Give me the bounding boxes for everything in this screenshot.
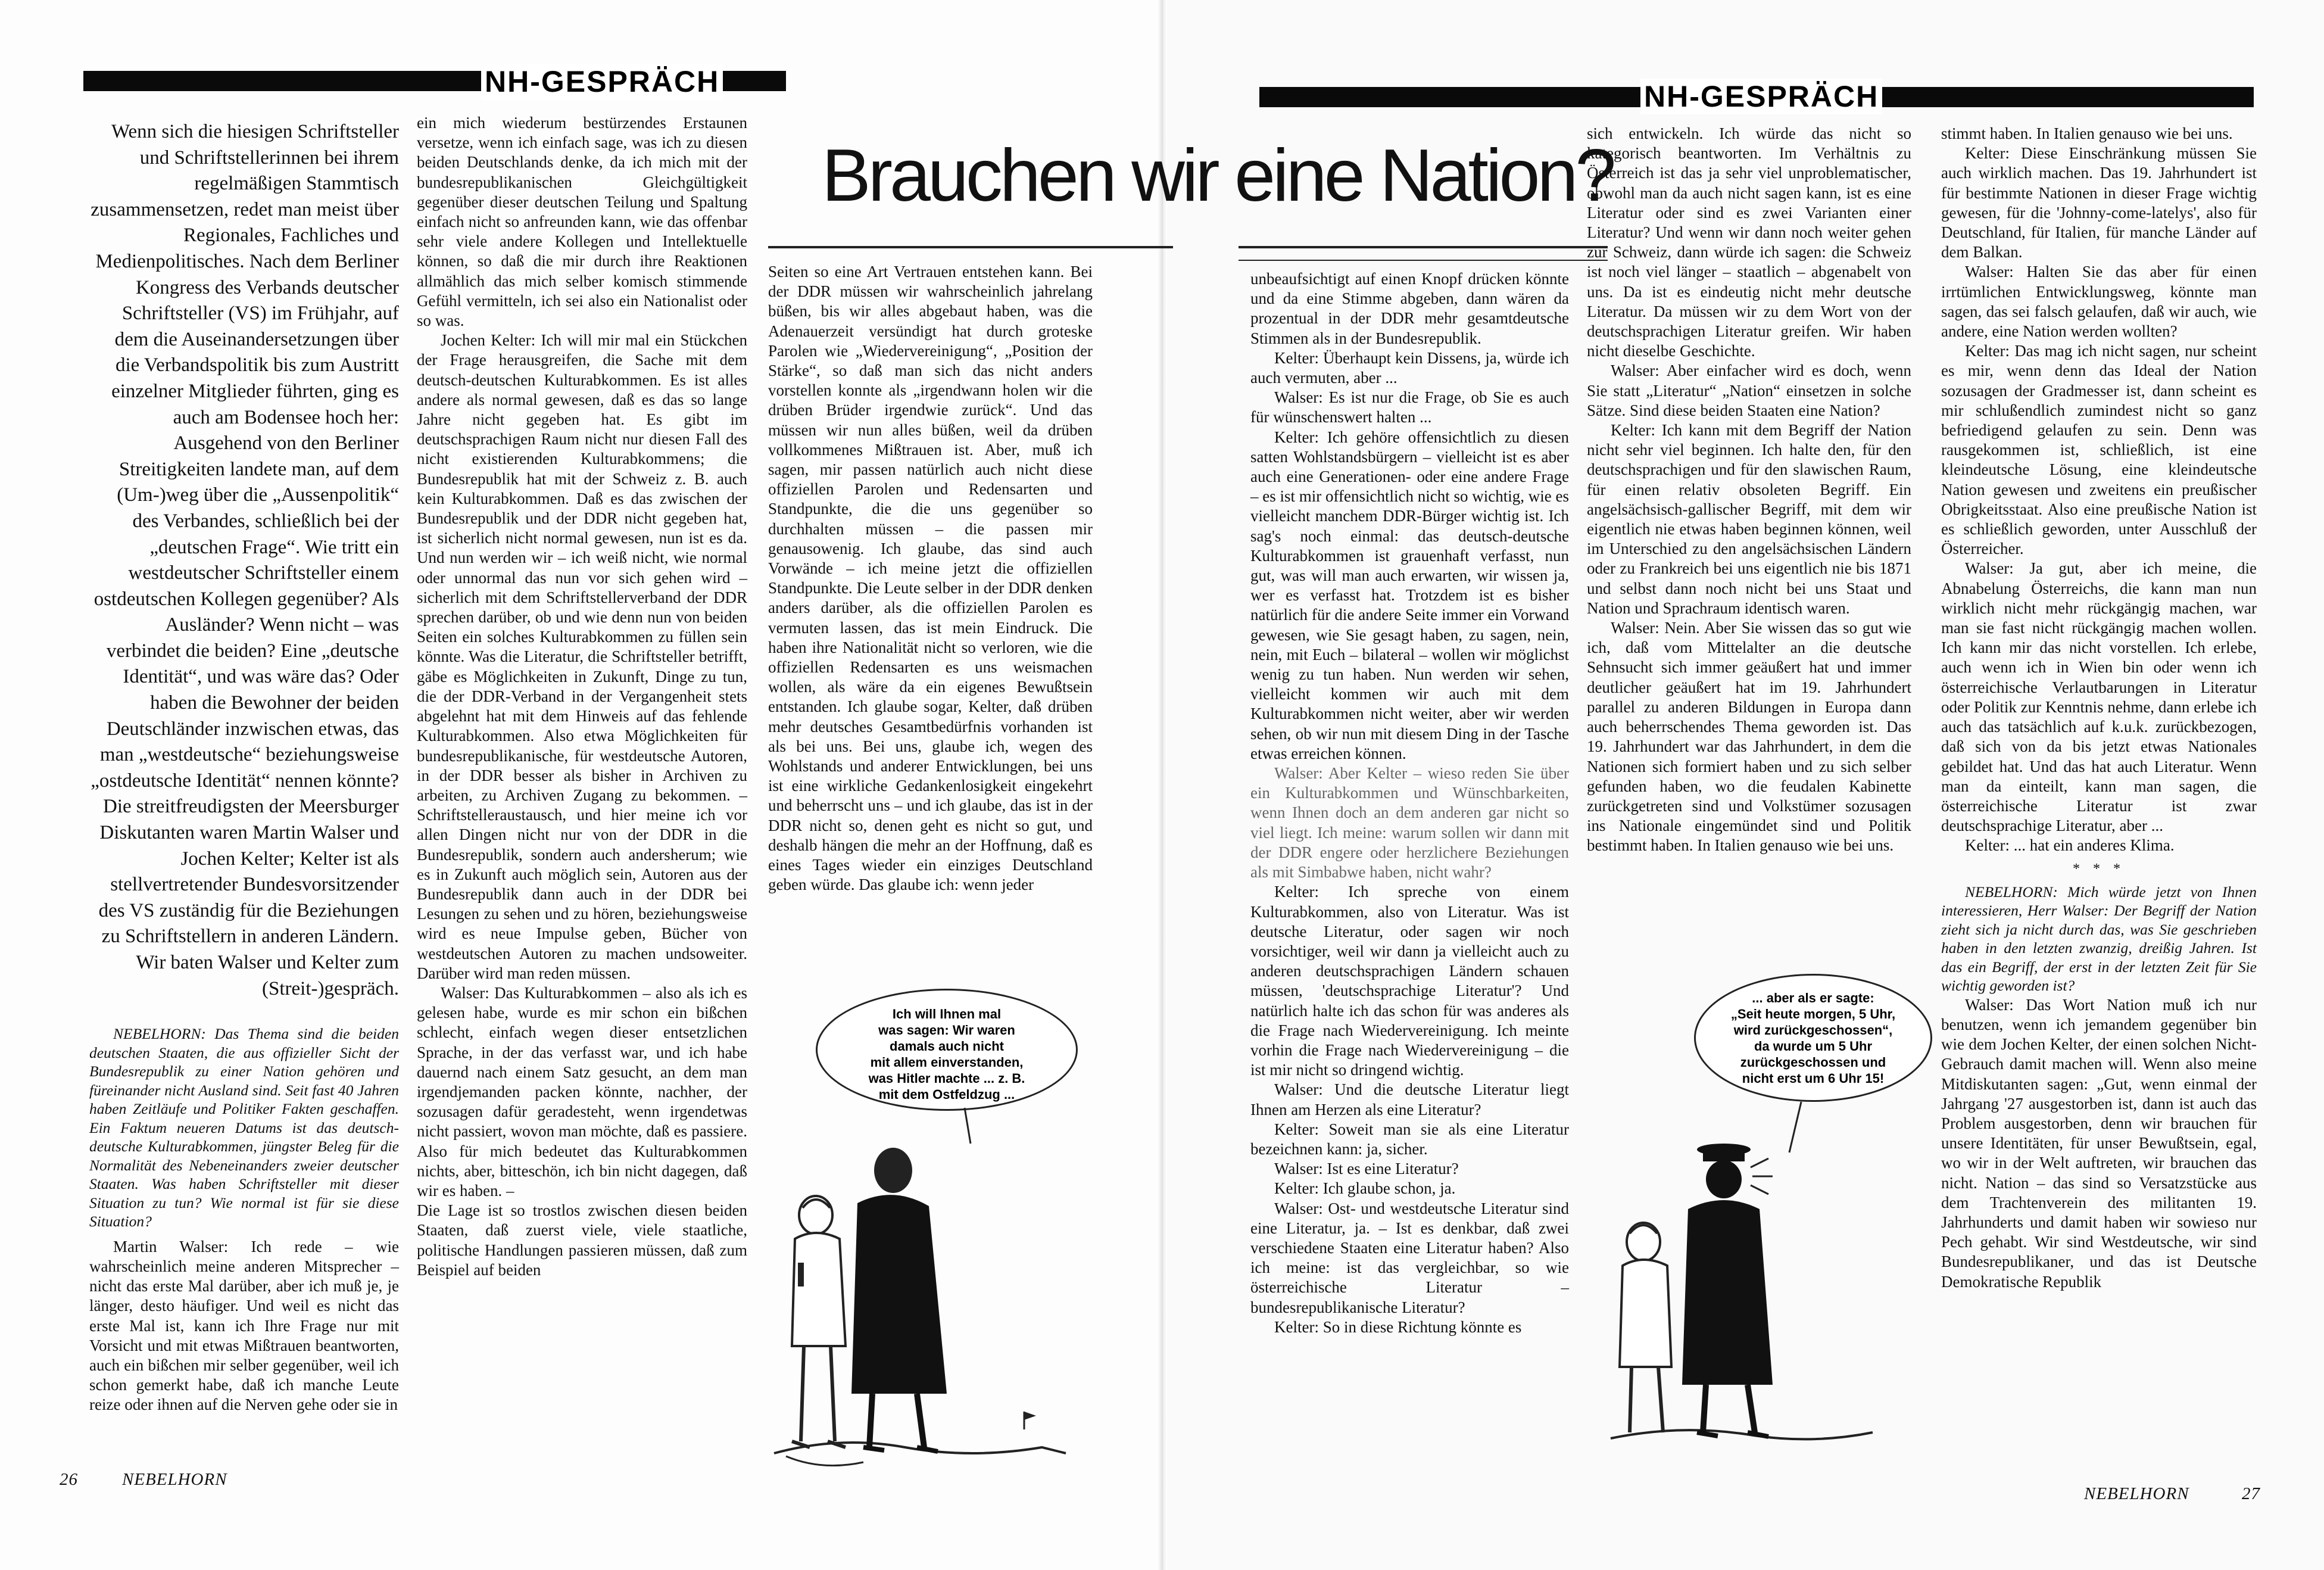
interview-question-1 <box>89 1024 399 1231</box>
col2-paragraph-2: Jochen Kelter: Ich will mir mal ein Stückchen der Frage herausgreifen, die Sache mit dem deutsch-deutschen Kulturabkommen. Es ist alles andere als normal gewesen, daß es das so lange Jahre nicht gegeben hat. Es gibt im deutschsprachigen Raum nicht nur diesen Fall des nicht existierenden Kulturabkommens; die Bundesrepublik hat mit der Schweiz z. B. auch kein Kulturabkommen. Daß es das zwischen der Bundesrepublik und der DDR nicht gegeben hat, ist sicherlich nicht normal gewesen, nun ist es da. Und nun werden wir – ich weiß nicht, wie normal oder unnormal das nun vor sich gehen wird – sicherlich mit dem Schriftstellerverband der DDR sprechen darüber, ob und wie denn nun von beiden Seiten ein solches Kulturabkommen zu füllen sein könnte. Was die Literatur, die Schriftsteller betrifft, gäbe es Möglichkeiten in Zukunft, Dinge zu tun, die der DDR-Verband in der Vergangenheit stets abgelehnt hat mit dem Hinweis auf das fehlende Kulturabkommen. Also etwa Möglichkeiten für bundesrepublikanische, für westdeutsche Autoren, in der DDR besser als bisher in Archiven zu arbeiten, zu Archiven Zugang zu bekommen. – Schriftstelleraustausch, und hier meine ich vor allen Dingen nicht nur von der DDR in die Bundesrepublik, sondern auch andersherum; wie es in Zukunft auch möglich sein, Autoren aus der Bundesrepublik dann auch in der DDR bei Lesungen zu sehen und zu hören, beziehungsweise wird es neue Impulse geben, Bücher von westdeutschen Autoren zu machen undsoweiter. Darüber wird man reden müssen. <box>417 331 747 982</box>
col6-paragraph-3: Walser: Halten Sie das aber für einen irrtümlichen Entwicklungsweg, könnte man sagen, das sei falsch gelaufen, daß wir auch, wie andere, eine Nation werden wollten? <box>1941 263 2257 341</box>
column-6 <box>1941 124 2257 1292</box>
speech-line: wird zurückgeschossen“, <box>1733 1023 1893 1038</box>
section-separator: * * * <box>2073 861 2125 877</box>
speech-line: mit allem einverstanden, <box>870 1055 1024 1070</box>
cartoon-right <box>1599 974 1932 1498</box>
col6-paragraph-1: stimmt haben. In Italien genauso wie bei uns. <box>1941 124 2233 142</box>
col6-paragraph-5: Walser: Ja gut, aber ich meine, die Abnabelung Österreichs, die kann man nun wirklich nicht mehr rückgängig machen, war man sie fast nicht rückgängig machen wollen. Ich kann mir das nicht vorstellen. Ich erlebe, auch wenn ich in Wien bin oder wenn ich österreichische Verlautbarungen in Literatur oder Politik zur Kenntnis nehme, dann erlebe ich auch das tatsächlich auf k.u.k. zurückbezogen, daß sich von da bis jetzt etwas Nationales gebildet hat. Und das hat auch Literatur. Wenn man da einteilt, kann man sagen, die österreichische Literatur ist zwar deutschsprachige Literatur, aber ... <box>1941 559 2257 835</box>
col4-paragraph-4: Kelter: Ich gehöre offensichtlich zu diesen satten Wohlstandsbürgern – vielleicht ist es aber auch eine Generationen- oder eine andere Frage – es ist mir offensichtlich nicht so wichtig, wie es vielleicht manchem DDR-Bürger wichtig ist. Ich sag's noch einmal: das deutsch-deutsche Kulturabkommen ist grauenhaft verfasst, nun gut, was will man auch erwarten, wir wissen ja, wer es verfasst hat. Trotzdem ist es bisher natürlich für die andere Seite immer ein Vorwand gewesen, wie Sie gesagt haben, zu sagen, nein, nein, mit Euch – bilateral – wollen wir möglichst wenig zu tun haben. Nun werden wir sehen, vielleicht kommen wir auch mit dem Kulturabkommen nicht weiter, aber wir werden sehen, ob wir nun mit diesem Ding in der Tasche etwas erreichen können. <box>1250 428 1569 762</box>
speech-line: nicht erst um 6 Uhr 15! <box>1742 1071 1885 1086</box>
intro-paragraph: Wenn sich die hiesigen Schriftsteller und Schriftstellerinnen bei ihrem regelmäßigen Stammtisch zusammensetzen, redet man meist über Regionales, Fachliches und Medienpolitisches. Nach dem Berliner Kongress des Verbands deutscher Schriftsteller (VS) im Frühjahr, auf dem die Auseinandersetzungen über die Verbandspolitik bis zum Austritt einzelner Mitglieder führten, ging es auch am Bodensee hoch her: Ausgehend von den Berliner Streitigkeiten landete man, auf dem (Um-)weg über die „Aussenpolitik“ des Verbandes, schließlich bei der „deutschen Frage“. Wie tritt ein westdeutscher Schriftsteller einem ostdeutschen Kollegen gegenüber? Als Ausländer? Wenn nicht – was verbindet die beiden? Eine „deutsche Identität“, und was wäre das? Oder haben die Bewohner der beiden Deutschländer inzwischen etwas, das man „westdeutsche“ beziehungsweise „ostdeutsche Identität“ nennen könnte? Die streitfreudigsten der Meersburger Diskutanten waren Martin Walser und Jochen Kelter; Kelter ist als stellvertretender Bundesvorsitzender des VS zuständig für die Beziehungen zu Schriftstellern in anderen Ländern. Wir baten Walser und Kelter zum (Streit-)gespräch. <box>91 121 399 999</box>
column-4 <box>1250 269 1569 1337</box>
col6-answer: Walser: Das Wort Nation muß ich nur benutzen, wenn ich jemandem gegenüber bin wie dem Jochen Kelter, der einen solchen Nicht-Gebrauch damit machen will. Wenn also meine Mitdiskutanten sagen: „Gut, wenn einmal der Jahrgang '27 ausgestorben ist, dann ist auch das Problem ausgestorben, denn wir brauchen für unsere Identitäten, für unser Bewußtsein, egal, wo wir in der Welt auftreten, wir brauchen das nicht. Nation – das sind so Versatzstücke aus dem Trachtenverein des militanten 19. Jahrhunderts und damit haben wir sowieso nur Pech gehabt. Wir sind Westdeutsche, wir sind Bundesrepublikaner, und das ist Deutsche Demokratische Republik <box>1941 995 2257 1291</box>
col4-paragraph-3: Walser: Es ist nur die Frage, ob Sie es auch für wünschenswert halten ... <box>1250 388 1569 426</box>
speech-line: Ich will Ihnen mal <box>892 1007 1002 1021</box>
col4-paragraph-8: Kelter: Soweit man sie als eine Literatur bezeichnen kann: ja, sicher. <box>1250 1120 1569 1158</box>
col3-paragraph: Seiten so eine Art Vertrauen entstehen kann. Bei der DDR müssen wir wahrscheinlich jahrelang büßen, bis wir alles abgebaut haben, was die Adenauerzeit versündigt hat durch groteske Parolen wie „Wiedervereinigung“, „Position der Stärke“, so daß man sich das nicht anders vorstellen konnte als „irgendwann holen wir die drüben Brüder irgendwie zurück“. Und das müssen wir nun alles büßen, weil da drüben vollkommenes Mißtrauen ist. Aber, muß ich sagen, mir passen natürlich auch nicht diese offiziellen Parolen und Redensarten und Standpunkte, die die uns gegenüber so durchhalten müssen – die passen mir genausowenig. Ich glaube, das sind auch Vorwände – ich meine jetzt die offiziellen Standpunkte. Die Leute selber in der DDR denken anders darüber, als die offiziellen Parolen es vermuten lassen, das ist mein Eindruck. Die haben ihre Nationalität nicht so verloren, wie die offiziellen Redensarten es uns weismachen wollen, als wäre da ein eigenes Bewußtsein entstanden. Ich glaube sogar, Kelter, daß drüben mehr deutsches Gesamtbedürfnis vorhanden ist als bei uns. Bei uns, glaube ich, wegen des Wohlstands und anderer Entwicklungen, bei uns ist eine wirkliche Gedankenlosigkeit eingekehrt und beherrscht uns – und ich glaube, das ist in der DDR nicht so, denen geht es nicht so gut, und deshalb hängen die mehr an der Hoffnung, daß es eines Tages wieder ein einziges Deutschland geben würde. Das glaube ich: wenn jeder <box>768 263 1093 894</box>
intro-text <box>89 119 399 1002</box>
question-text: NEBELHORN: Mich würde jetzt von Ihnen interessieren, Herr Walser: Der Begriff der Nation zieht sich ja nicht durch das, was Sie geschrieben haben in den letzten zwanzig, dreißig Jahren. Ist das ein Begriff, der erst in der letzten Zeit für Sie wichtig geworden ist? <box>1941 883 2257 995</box>
right-page-number: 27 <box>2242 1484 2260 1503</box>
cartoon-figures-left <box>768 977 1102 1501</box>
question-text: NEBELHORN: Das Thema sind die beiden deutschen Staaten, die aus offizieller Sicht der Bundesrepublik zu einer Nation gehören und füreinander nicht Ausland sind. Seit fast 40 Jahren haben Zeitläufe und Politiker Fakten geschaffen. Ein Faktum neueren Datums ist das deutsch-deutsche Kulturabkommen, jüngster Beleg für die Normalität des Nebeneinanders zweier deutscher Staaten. Was haben Schriftsteller mit dieser Situation zu tun? Wie normal ist für sie diese Situation? <box>89 1025 399 1231</box>
column-5 <box>1587 124 1911 856</box>
left-magazine-name: NEBELHORN <box>122 1470 227 1489</box>
col4-paragraph-10: Kelter: Ich glaube schon, ja. <box>1274 1179 1456 1198</box>
col4-paragraph-6: Kelter: Ich spreche von einem Kulturabkommen, also von Literatur. Was ist deutsche Literatur, oder sagen wir noch vorsichtiger, weil wir dann ja vielleicht auch zu anderen deutschsprachigen Ländern schauen müssen, 'deutschsprachige Literatur'? Und natürlich halte ich das schon für was anderes als die Frage nach Wiedervereinigung. Ich meinte vorhin die Frage nach Wiedervereinigung – die ist mir nicht so dringend wichtig. <box>1250 883 1569 1079</box>
cartoon-figures-right <box>1599 974 1932 1498</box>
col5-paragraph-1: sich entwickeln. Ich würde das nicht so kategorisch beantworten. Im Verhältnis zu Österreich ist das ja sehr viel unproblematischer, obwohl man da auch nicht sagen kann, ist es eine Literatur oder sind es zwei Varianten einer Literatur? Und wenn wir dann noch weiter gehen zur Schweiz, dann würde ich sagen: die Schweiz ist noch viel länger – staatlich – abgenabelt von uns. Da ist es eindeutig nicht mehr deutsche Literatur. Da müssen wir zu dem Wort von der deutschsprachigen Literatur greifen. Wir haben nicht dieselbe Geschichte. <box>1587 124 1911 360</box>
col6-paragraph-2: Kelter: Diese Einschränkung müssen Sie auch wirklich machen. Das 19. Jahrhundert ist für bestimmte Nationen in dieser Frage wichtig gewesen, für die 'Johnny-come-latelys', also für Deutschland, für Italien, für manche Länder auf dem Balkan. <box>1941 144 2257 261</box>
col6-paragraph-6: Kelter: ... hat ein anderes Klima. <box>1965 836 2175 855</box>
col4-paragraph-12: Kelter: So in diese Richtung könnte es <box>1274 1317 1522 1336</box>
col4-paragraph-2: Kelter: Überhaupt kein Dissens, ja, würde ich auch vermuten, aber ... <box>1250 348 1569 387</box>
interview-question-2 <box>1941 883 2257 995</box>
col4-paragraph-11: Walser: Ost- und westdeutsche Literatur sind eine Literatur, ja. – Ist es denkbar, daß zwei verschiedene Staaten eine Literatur haben? Also ich meine: ist das vergleichbar, so wie österreichische Literatur – bundesrepublikanische Literatur? <box>1250 1199 1569 1316</box>
left-page-number: 26 <box>60 1470 78 1489</box>
col5-paragraph-2: Walser: Aber einfacher wird es doch, wenn Sie statt „Literatur“ „Nation“ einsetzen in solche Sätze. Sind diese beiden Staaten eine Nation? <box>1587 362 1911 419</box>
header-label-left: NH-GESPRÄCH <box>481 64 723 99</box>
title-rule-right-thin <box>1239 260 1608 261</box>
right-magazine-name: NEBELHORN <box>2084 1484 2189 1503</box>
page-gutter <box>1158 0 1167 1570</box>
speech-line: was Hitler machte ... z. B. <box>868 1071 1025 1086</box>
speech-line: mit dem Ostfeldzug ... <box>878 1087 1015 1102</box>
cartoon-left <box>768 977 1102 1501</box>
col2-paragraph-3: Walser: Das Kulturabkommen – also als ich es gelesen habe, wurde es mir schon ein bißchen schlecht, einfach wegen dieser entsetzlichen Sprache, in der das verfasst war, und ich habe dauernd nach einem Satz gesucht, an dem man irgendjemanden packen könnte, nachher, der sozusagen dafür geradesteht, wenn irgendetwas nicht passiert, wovon man möchte, daß es passiere. Also für mich bedeutet das Kulturabkommen nichts, aber, bitteschön, ich bin nicht dagegen, daß wir es haben. – <box>417 983 747 1200</box>
col4-paragraph-1: unbeaufsichtigt auf einen Knopf drücken könnte und da eine Stimme abgeben, dann wären da prozentual in der DDR mehr gesamtdeutsche Stimmen als in der Bundesrepublik. <box>1250 270 1569 347</box>
speech-line: ... aber als er sagte: <box>1752 990 1874 1005</box>
speech-line: „Seit heute morgen, 5 Uhr, <box>1730 1007 1896 1021</box>
speech-line: damals auch nicht <box>890 1039 1004 1054</box>
answer-text: Martin Walser: Ich rede – wie wahrscheinlich meine anderen Mitsprecher – nicht das erste Mal darüber, aber ich muß je, je länger, desto häufiger. Und weil es nicht das erste Mal ist, kann ich Ihre Frage nur mit Vorsicht und mit etwas Mißtrauen beantworten, auch ein bißchen mir selber gegenüber, weil ich schon gemerkt habe, daß ich manche Leute reize oder ihnen auf die Nerven gehe oder sie in <box>89 1237 399 1414</box>
speech-line: zurückgeschossen und <box>1740 1055 1886 1070</box>
speech-line: da wurde um 5 Uhr <box>1754 1039 1873 1054</box>
title-rule-right <box>1239 246 1608 248</box>
col4-paragraph-9: Walser: Ist es eine Literatur? <box>1274 1160 1459 1178</box>
col2-paragraph-4: Die Lage ist so trostlos zwischen diesen beiden Staaten, daß zuerst viele, viele staatliche, politische Handlungen passieren müssen, daß zum Beispiel auf beiden <box>417 1201 747 1279</box>
col4-paragraph-7: Walser: Und die deutsche Literatur liegt Ihnen am Herzen als eine Literatur? <box>1250 1080 1569 1119</box>
answer-block-1 <box>89 1237 399 1415</box>
col4-paragraph-5: Walser: Aber Kelter – wieso reden Sie über ein Kulturabkommen und Wünschbarkeiten, wenn Ihnen doch an dem anderen gar nicht so viel liegt. Ich meine: warum sollen wir dann mit der DDR engere oder herzlichere Beziehungen als mit Simbabwe haben, nicht wahr? <box>1250 764 1569 881</box>
column-1 <box>89 119 399 1415</box>
title-rule-left <box>768 246 1173 248</box>
col6-paragraph-4: Kelter: Das mag ich nicht sagen, nur scheint es mir, wenn denn das Ideal der Nation sozusagen der Gradmesser ist, dann scheint es mir schlußendlich zumindest nicht so ganz befriedigend gelaufen zu sein. Denn was rausgekommen ist, schließlich, ist eine kleindeutsche Lösung, eine kleindeutsche Nation gewesen und zweitens ein preußischer Obrigkeitsstaat. Also eine preußische Nation ist es schließlich geworden, unter Ausschluß der Österreicher. <box>1941 342 2257 558</box>
header-label-right: NH-GESPRÄCH <box>1640 79 1882 114</box>
article-title: Brauchen wir eine Nation? <box>822 135 1614 217</box>
column-3 <box>768 262 1093 895</box>
column-2 <box>417 113 747 1280</box>
speech-line: was sagen: Wir waren <box>878 1023 1015 1038</box>
col2-paragraph-1: ein mich wiederum bestürzendes Erstaunen versetze, wenn ich einfach sage, was ich zu diesen beiden Deutschlands denke, da ich mich mit der bundesrepublikanischen Gleichgültigkeit gegenüber dieser deutschen Teilung und Spaltung einfach nicht so anfreunden kann, wie das offenbar sehr viele andere Kollegen und Intellektuelle können, so daß die mir durch ihre Reaktionen allmählich das mich selber komisch stimmende Gefühl vermitteln, ich sei also ein Nationalist oder so was. <box>417 114 747 330</box>
col5-paragraph-4: Walser: Nein. Aber Sie wissen das so gut wie ich, daß vom Mittelalter an die deutsche Sehnsucht sich immer geäußert hat und immer deutlicher geäußert hat im 19. Jahrhundert parallel zu anderen Bildungen in Europa dann auch beherrschendes Thema geworden ist. Das 19. Jahrhundert war das Jahrhundert, in dem die Nationen sich formiert haben und zu sich selber gefunden haben, wo die feudalen Kabinette zurückgetreten sind und Volkstümer sozusagen ins Nationale eingemündet sind und Politik bestimmt haben. In Italien genauso wie bei uns. <box>1587 619 1911 855</box>
col5-paragraph-3: Kelter: Ich kann mit dem Begriff der Nation nicht sehr viel beginnen. Ich halte den, für den deutschsprachigen und für den slawischen Raum, für einen relativ obsoleten Begriff. Ein angelsächsisch-gallischer Begriff, mit dem wir eigentlich nie etwas haben beginnen können, weil im Unterschied zu den angelsächsischen Ländern oder zu Frankreich bei uns eigentlich nie bis 1871 und selbst dann noch nicht bei uns Staat und Nation und Sprachraum identisch waren. <box>1587 421 1911 617</box>
